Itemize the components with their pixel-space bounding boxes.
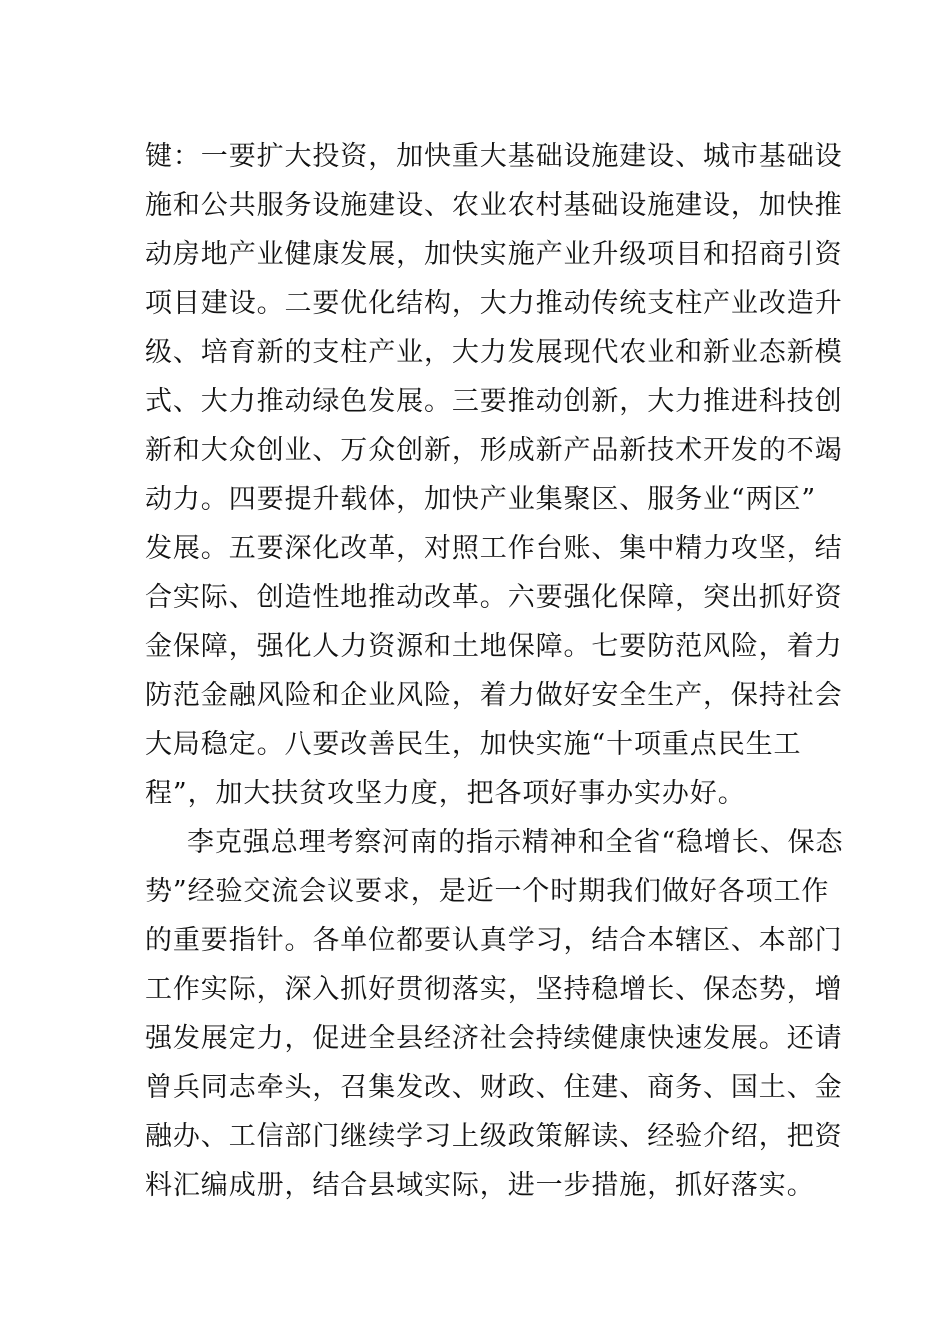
text-line: 施和公共服务设施建设、农业农村基础设施建设，加快推: [145, 190, 843, 221]
text-line: 料汇编成册，结合县域实际，进一步措施，抓好落实。: [145, 1170, 815, 1201]
text-line: 工作实际，深入抓好贯彻落实，坚持稳增长、保态势，增: [145, 974, 843, 1005]
document-body: [145, 132, 844, 1210]
text-line: 曾兵同志牵头，召集发改、财政、住建、商务、国土、金: [145, 1072, 843, 1103]
text-line: 强发展定力，促进全县经济社会持续健康快速发展。还请: [145, 1023, 843, 1054]
text-line: 融办、工信部门继续学习上级政策解读、经验介绍，把资: [145, 1121, 843, 1152]
text-line: 式、大力推动绿色发展。三要推动创新，大力推进科技创: [145, 386, 843, 417]
text-line: 金保障，强化人力资源和土地保障。七要防范风险，着力: [145, 631, 843, 662]
paragraph-2: [145, 818, 844, 1210]
text-line: 的重要指针。各单位都要认真学习，结合本辖区、本部门: [145, 925, 843, 956]
text-line: 大局稳定。八要改善民生，加快实施“十项重点民生工: [145, 729, 802, 760]
text-line: 键：一要扩大投资，加快重大基础设施建设、城市基础设: [145, 141, 843, 172]
text-line: 动力。四要提升载体，加快产业集聚区、服务业“两区”: [145, 484, 817, 515]
text-line: 新和大众创业、万众创新，形成新产品新技术开发的不竭: [145, 435, 843, 466]
text-line: 级、培育新的支柱产业，大力发展现代农业和新业态新模: [145, 337, 843, 368]
text-line: 防范金融风险和企业风险，着力做好安全生产，保持社会: [145, 680, 843, 711]
text-line: 合实际、创造性地推动改革。六要强化保障，突出抓好资: [145, 582, 843, 613]
text-line: 势”经验交流会议要求，是近一个时期我们做好各项工作: [145, 876, 830, 907]
text-line: 项目建设。二要优化结构，大力推动传统支柱产业改造升: [145, 288, 843, 319]
paragraph-1: [145, 132, 843, 818]
text-line: 程”，加大扶贫攻坚力度，把各项好事办实办好。: [145, 778, 746, 809]
text-line: 发展。五要深化改革，对照工作台账、集中精力攻坚，结: [145, 533, 843, 564]
text-line: 李克强总理考察河南的指示精神和全省“稳增长、保态: [187, 827, 844, 858]
text-line: 动房地产业健康发展，加快实施产业升级项目和招商引资: [145, 239, 843, 270]
